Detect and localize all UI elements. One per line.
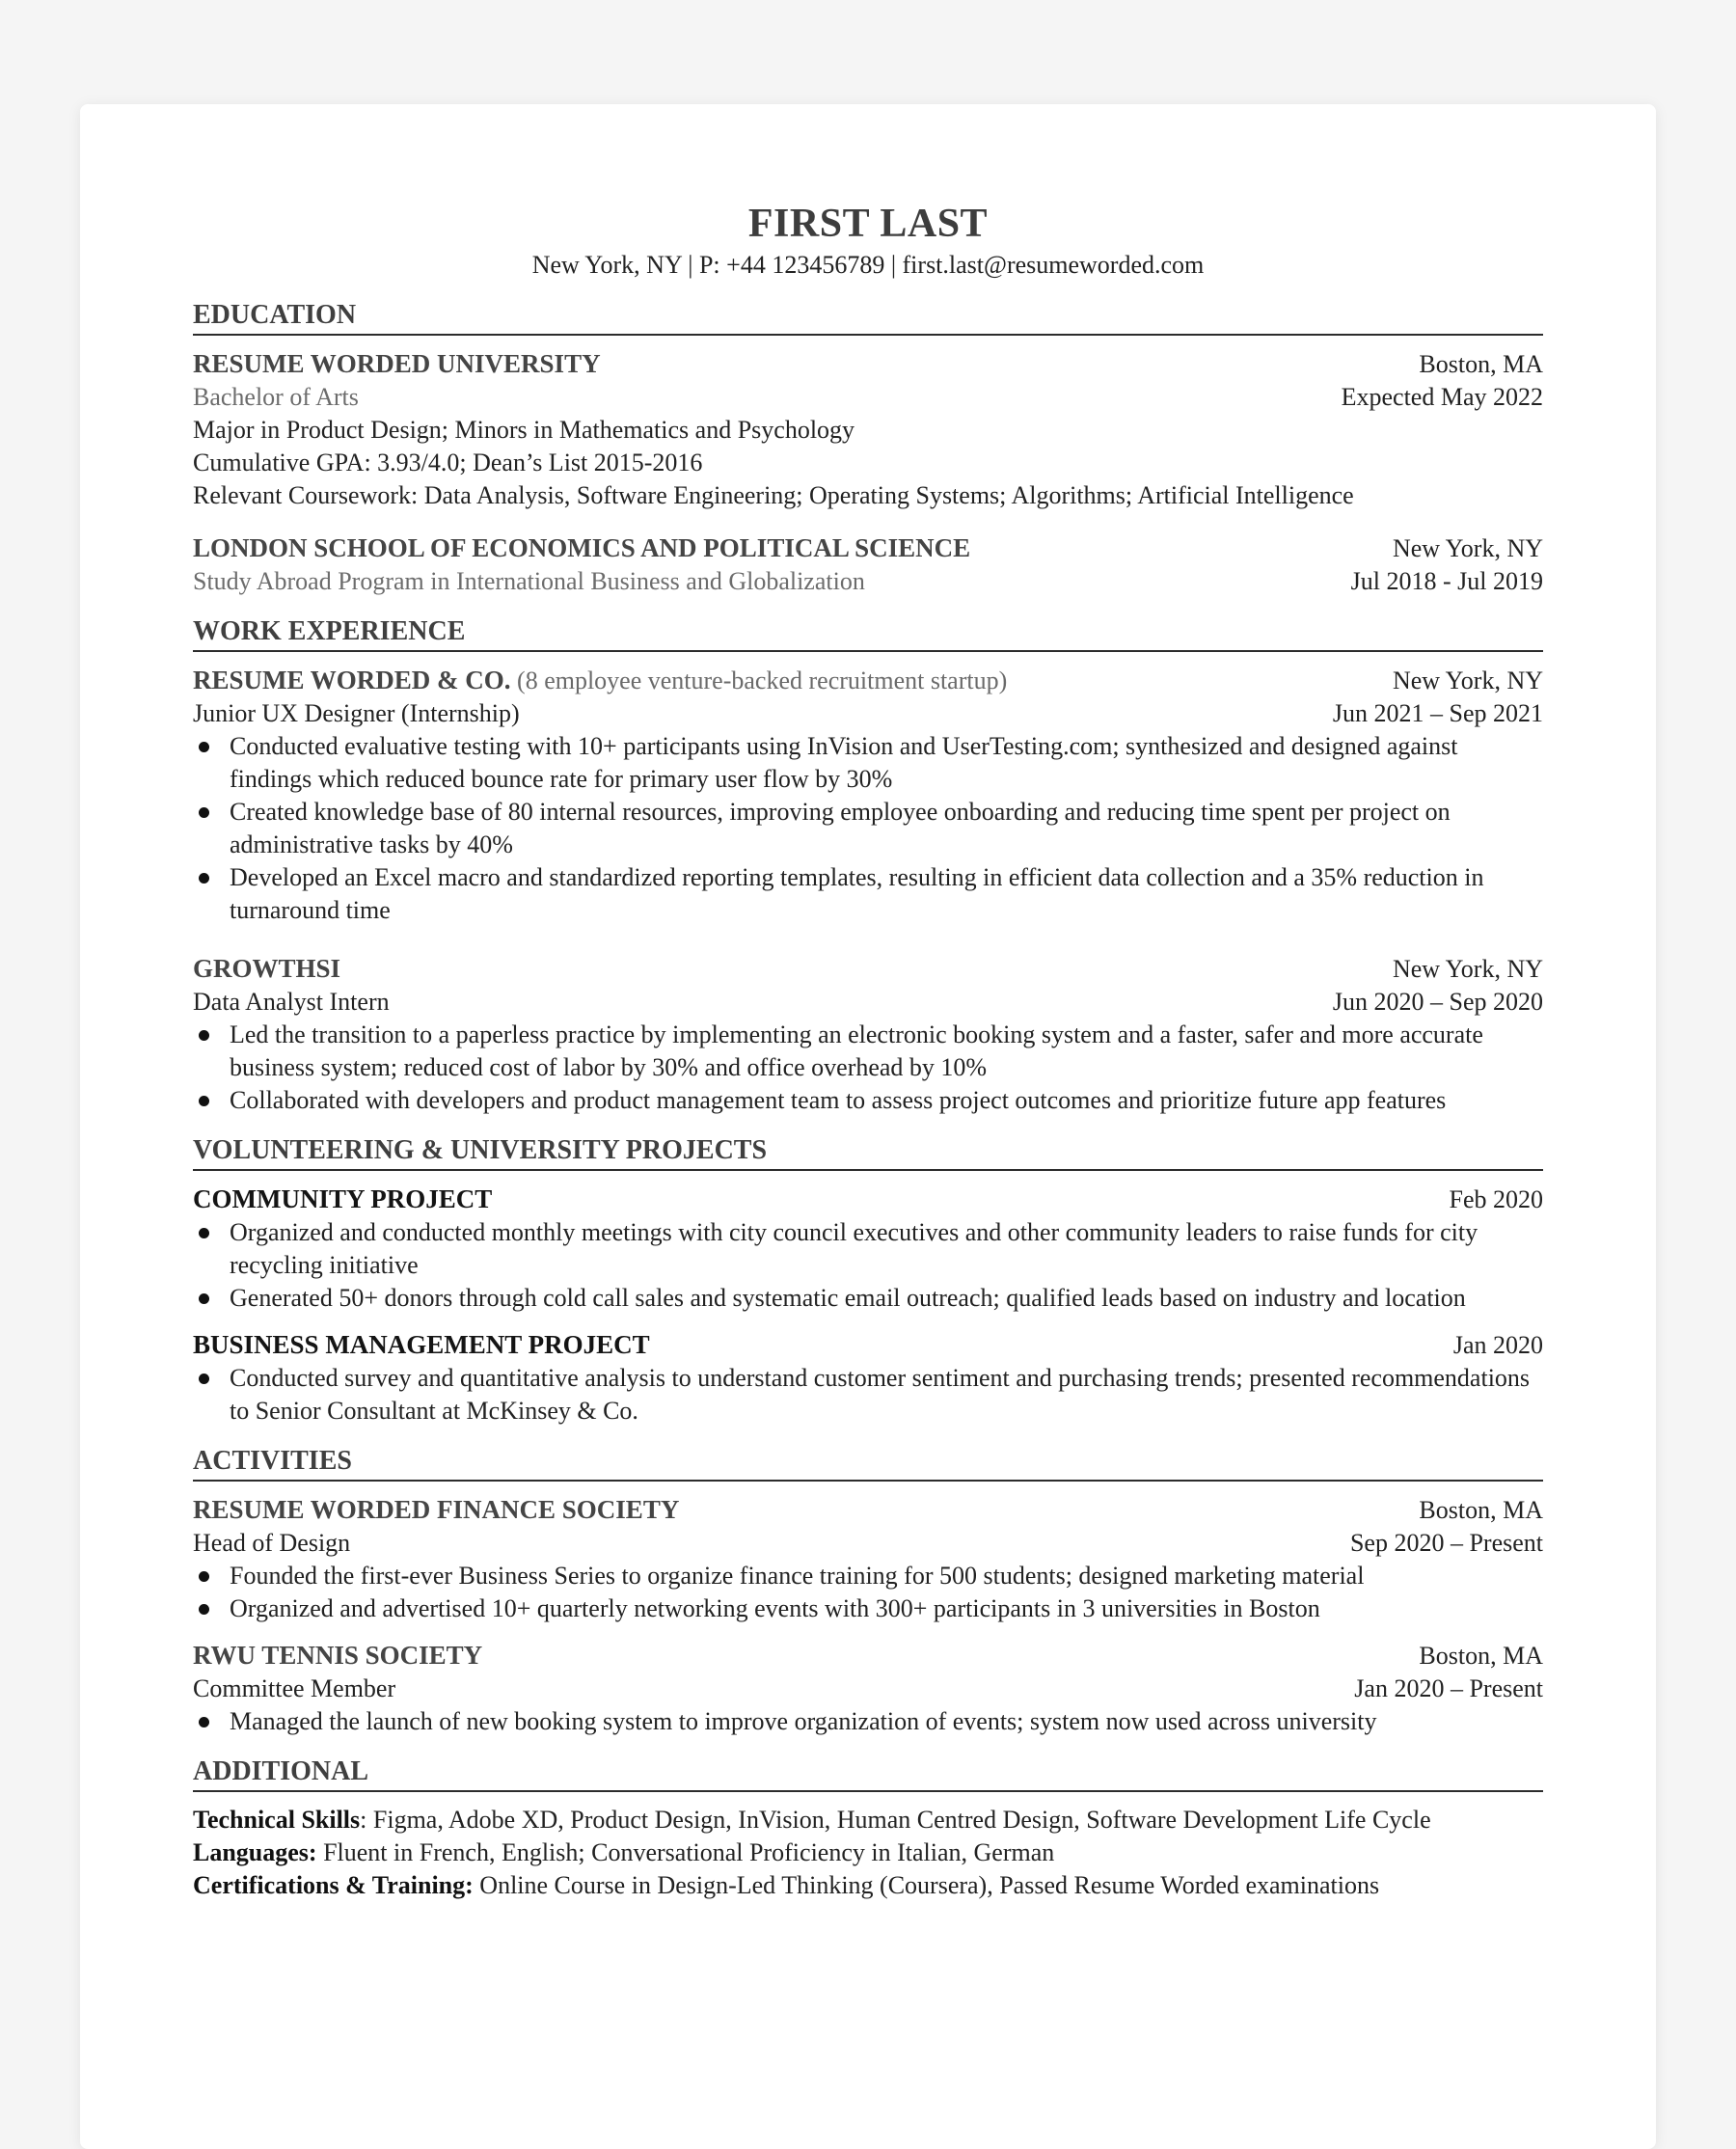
education-detail: Major in Product Design; Minors in Mathematics and Psychology xyxy=(193,416,855,444)
company-note: (8 employee venture-backed recruitment startup) xyxy=(517,666,1008,694)
activity-org: RESUME WORDED FINANCE SOCIETY xyxy=(193,1495,680,1524)
work-entry xyxy=(193,664,1543,927)
bullet-icon xyxy=(199,1030,209,1041)
bullet-icon xyxy=(199,1604,209,1615)
bullet-icon xyxy=(199,742,209,752)
section-title-activities: ACTIVITIES xyxy=(193,1445,1543,1482)
degree: Study Abroad Program in International Business and Globalization xyxy=(193,567,865,595)
bullet-icon xyxy=(199,1717,209,1727)
bullet-list xyxy=(193,1216,1543,1315)
bullet-item xyxy=(193,1560,1543,1592)
bullet-item xyxy=(193,1592,1543,1625)
bullet-text: Organized and conducted monthly meetings with city council executives and other community leaders to raise funds for city recycling initiative xyxy=(230,1218,1478,1279)
bullet-text: Founded the first-ever Business Series to organize finance training for 500 students; designed marketing material xyxy=(230,1562,1365,1590)
technical-skills-label: Technical Skills xyxy=(193,1806,361,1834)
job-date: Jun 2021 – Sep 2021 xyxy=(1332,699,1543,727)
company-location: New York, NY xyxy=(1392,666,1543,694)
bullet-item xyxy=(193,1282,1543,1315)
school-location: Boston, MA xyxy=(1419,350,1543,378)
bullet-icon xyxy=(199,1293,209,1304)
certifications-label: Certifications & Training: xyxy=(193,1871,474,1899)
school-location: New York, NY xyxy=(1392,534,1543,562)
activity-org: RWU TENNIS SOCIETY xyxy=(193,1641,483,1670)
languages-value: Fluent in French, English; Conversational Proficiency in Italian, German xyxy=(316,1838,1055,1866)
bullet-item xyxy=(193,796,1543,861)
section-title-volunteering: VOLUNTEERING & UNIVERSITY PROJECTS xyxy=(193,1134,1543,1171)
education-date: Expected May 2022 xyxy=(1341,383,1543,411)
bullet-list xyxy=(193,1560,1543,1625)
section-title-education: EDUCATION xyxy=(193,299,1543,336)
job-role: Data Analyst Intern xyxy=(193,988,390,1016)
work-entry xyxy=(193,952,1543,1117)
activity-entry xyxy=(193,1639,1543,1738)
degree: Bachelor of Arts xyxy=(193,383,359,411)
bullet-item xyxy=(193,730,1543,796)
activity-date: Sep 2020 – Present xyxy=(1349,1529,1543,1557)
section-title-work: WORK EXPERIENCE xyxy=(193,615,1543,652)
bullet-item xyxy=(193,1216,1543,1282)
job-date: Jun 2020 – Sep 2020 xyxy=(1332,988,1543,1016)
languages-label: Languages: xyxy=(193,1838,317,1866)
section-title-additional: ADDITIONAL xyxy=(193,1755,1543,1792)
company-name: GROWTHSI xyxy=(193,954,341,983)
bullet-text: Led the transition to a paperless practice by implementing an electronic booking system and a faster, safer and more accurate business system; reduced cost of labor by 30% and office overhead by 10% xyxy=(230,1020,1483,1081)
bullet-text: Developed an Excel macro and standardized reporting templates, resulting in efficient data collection and a 35% reduction in turnaround time xyxy=(230,863,1484,924)
project-name: BUSINESS MANAGEMENT PROJECT xyxy=(193,1330,650,1359)
bullet-text: Created knowledge base of 80 internal resources, improving employee onboarding and reducing time spent per project on administrative tasks by 40% xyxy=(230,798,1451,858)
education-detail: Relevant Coursework: Data Analysis, Software Engineering; Operating Systems; Algorithms; Artificial Intelligence xyxy=(193,481,1354,509)
bullet-item xyxy=(193,1084,1543,1117)
certifications-value: Online Course in Design-Led Thinking (Coursera), Passed Resume Worded examinations xyxy=(473,1871,1380,1899)
activity-entry xyxy=(193,1493,1543,1625)
bullet-text: Generated 50+ donors through cold call sales and systematic email outreach; qualified leads based on industry and location xyxy=(230,1284,1466,1312)
contact-line: New York, NY | P: +44 123456789 | first.last@resumeworded.com xyxy=(531,251,1205,279)
candidate-name: FIRST LAST xyxy=(747,202,989,246)
education-entry xyxy=(193,347,1543,512)
activity-location: Boston, MA xyxy=(1419,1496,1543,1524)
bullet-list xyxy=(193,1362,1543,1428)
bullet-icon xyxy=(199,1374,209,1384)
activity-role: Committee Member xyxy=(193,1674,396,1702)
education-detail: Cumulative GPA: 3.93/4.0; Dean’s List 2015-2016 xyxy=(193,449,703,476)
bullet-list xyxy=(193,1705,1543,1738)
bullet-icon xyxy=(199,1571,209,1582)
education-date: Jul 2018 - Jul 2019 xyxy=(1350,567,1543,595)
project-date: Jan 2020 xyxy=(1452,1331,1543,1359)
school-name: RESUME WORDED UNIVERSITY xyxy=(193,349,601,378)
project-entry xyxy=(193,1183,1543,1315)
activity-date: Jan 2020 – Present xyxy=(1354,1674,1543,1702)
job-role: Junior UX Designer (Internship) xyxy=(193,699,520,727)
certifications xyxy=(193,1869,1543,1902)
bullet-list xyxy=(193,1019,1543,1117)
activity-role: Head of Design xyxy=(193,1529,351,1557)
bullet-item xyxy=(193,1362,1543,1428)
school-name: LONDON SCHOOL OF ECONOMICS AND POLITICAL SCIENCE xyxy=(193,533,971,562)
bullet-icon xyxy=(199,873,209,884)
technical-skills-value: : Figma, Adobe XD, Product Design, InVision, Human Centred Design, Software Development Life Cycle xyxy=(360,1806,1431,1834)
bullet-text: Collaborated with developers and product management team to assess project outcomes and prioritize future app features xyxy=(230,1086,1447,1114)
bullet-item xyxy=(193,861,1543,927)
company-location: New York, NY xyxy=(1392,955,1543,983)
bullet-item xyxy=(193,1019,1543,1084)
bullet-list xyxy=(193,730,1543,927)
bullet-text: Managed the launch of new booking system to improve organization of events; system now used across university xyxy=(230,1707,1377,1735)
languages xyxy=(193,1836,1543,1869)
bullet-icon xyxy=(199,1096,209,1106)
bullet-text: Organized and advertised 10+ quarterly networking events with 300+ participants in 3 universities in Boston xyxy=(230,1594,1320,1622)
project-entry xyxy=(193,1328,1543,1428)
education-entry xyxy=(193,531,1543,598)
bullet-item xyxy=(193,1705,1543,1738)
activity-location: Boston, MA xyxy=(1419,1642,1543,1670)
project-name: COMMUNITY PROJECT xyxy=(193,1184,493,1213)
company-name: RESUME WORDED & CO. xyxy=(193,666,511,694)
resume-content xyxy=(193,201,1543,1902)
project-date: Feb 2020 xyxy=(1449,1185,1543,1213)
bullet-text: Conducted survey and quantitative analysis to understand customer sentiment and purchasing trends; presented recommendations to Senior Consultant at McKinsey & Co. xyxy=(230,1364,1531,1425)
bullet-icon xyxy=(199,807,209,818)
bullet-icon xyxy=(199,1228,209,1238)
technical-skills xyxy=(193,1804,1543,1836)
bullet-text: Conducted evaluative testing with 10+ participants using InVision and UserTesting.com; synthesized and designed against findings which reduced bounce rate for primary user flow by 30% xyxy=(230,732,1458,793)
